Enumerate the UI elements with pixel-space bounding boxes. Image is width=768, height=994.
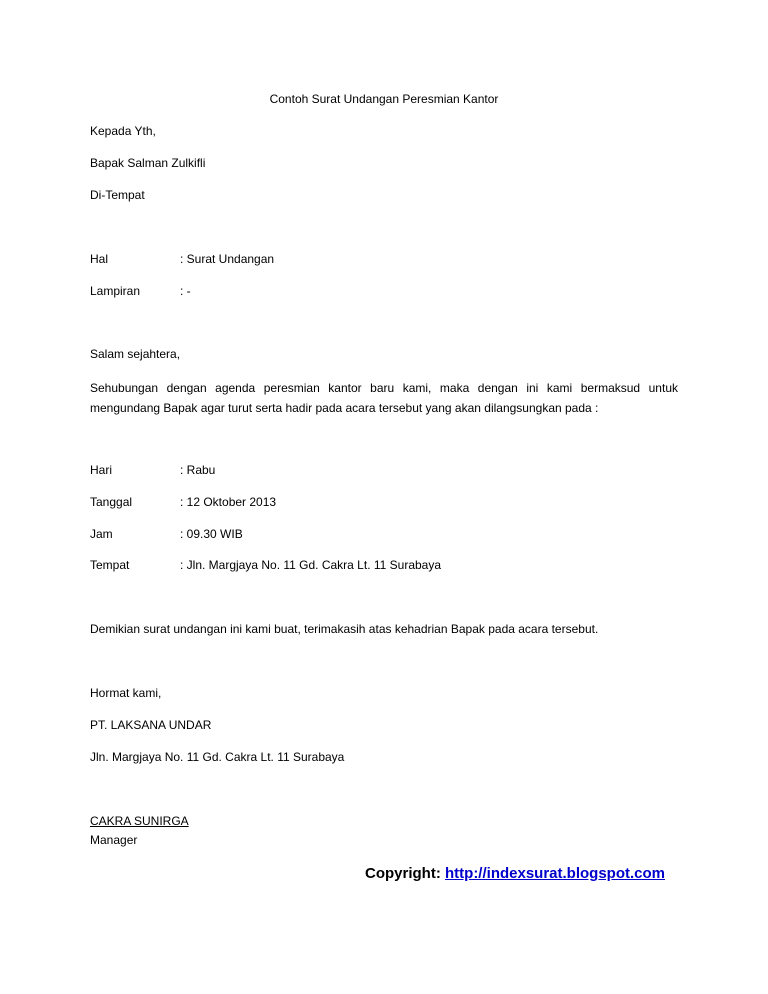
event-day-label: Hari	[90, 463, 113, 477]
signatory-name: CAKRA SUNIRGA	[90, 814, 189, 828]
event-row-day	[90, 462, 215, 478]
copyright-label: Copyright:	[365, 865, 441, 882]
subject-row-lampiran	[90, 283, 191, 299]
signatory-title: Manager	[90, 833, 138, 847]
attachment-label: Lampiran	[90, 284, 141, 298]
event-place-value: : Jln. Margjaya No. 11 Gd. Cakra Lt. 11 Surabaya	[180, 558, 442, 572]
event-date-label: Tanggal	[90, 495, 133, 509]
company-name: PT. LAKSANA UNDAR	[90, 718, 212, 732]
event-row-time	[90, 526, 243, 542]
company-address: Jln. Margjaya No. 11 Gd. Cakra Lt. 11 Surabaya	[90, 750, 345, 764]
recipient-name: Bapak Salman Zulkifli	[90, 156, 206, 170]
body-paragraph: Sehubungan dengan agenda peresmian kantor baru kami, maka dengan ini kami bermaksud untuk mengundang Bapak agar turut serta hadir pada acara tersebut yang akan dilangsungkan pada :	[90, 381, 678, 415]
event-day-value: : Rabu	[180, 463, 216, 477]
event-time-value: : 09.30 WIB	[180, 527, 243, 541]
event-place-label: Tempat	[90, 558, 130, 572]
event-date-value: : 12 Oktober 2013	[180, 495, 277, 509]
closing-paragraph: Demikian surat undangan ini kami buat, terimakasih atas kehadrian Bapak pada acara tersebut.	[90, 622, 599, 636]
event-row-date	[90, 494, 276, 510]
salutation: Salam sejahtera,	[90, 347, 181, 361]
copyright-line	[365, 864, 665, 884]
subject-label: Hal	[90, 252, 109, 266]
event-time-label: Jam	[90, 527, 113, 541]
subject-row-hal	[90, 251, 274, 267]
copyright-link[interactable]: http://indexsurat.blogspot.com	[445, 865, 665, 882]
attachment-value: : -	[180, 284, 191, 298]
recipient-place: Di-Tempat	[90, 188, 145, 202]
event-row-place	[90, 557, 441, 573]
subject-value: : Surat Undangan	[180, 252, 275, 266]
sign-off: Hormat kami,	[90, 686, 162, 700]
document-title: Contoh Surat Undangan Peresmian Kantor	[269, 92, 499, 106]
recipient-greeting: Kepada Yth,	[90, 124, 156, 138]
